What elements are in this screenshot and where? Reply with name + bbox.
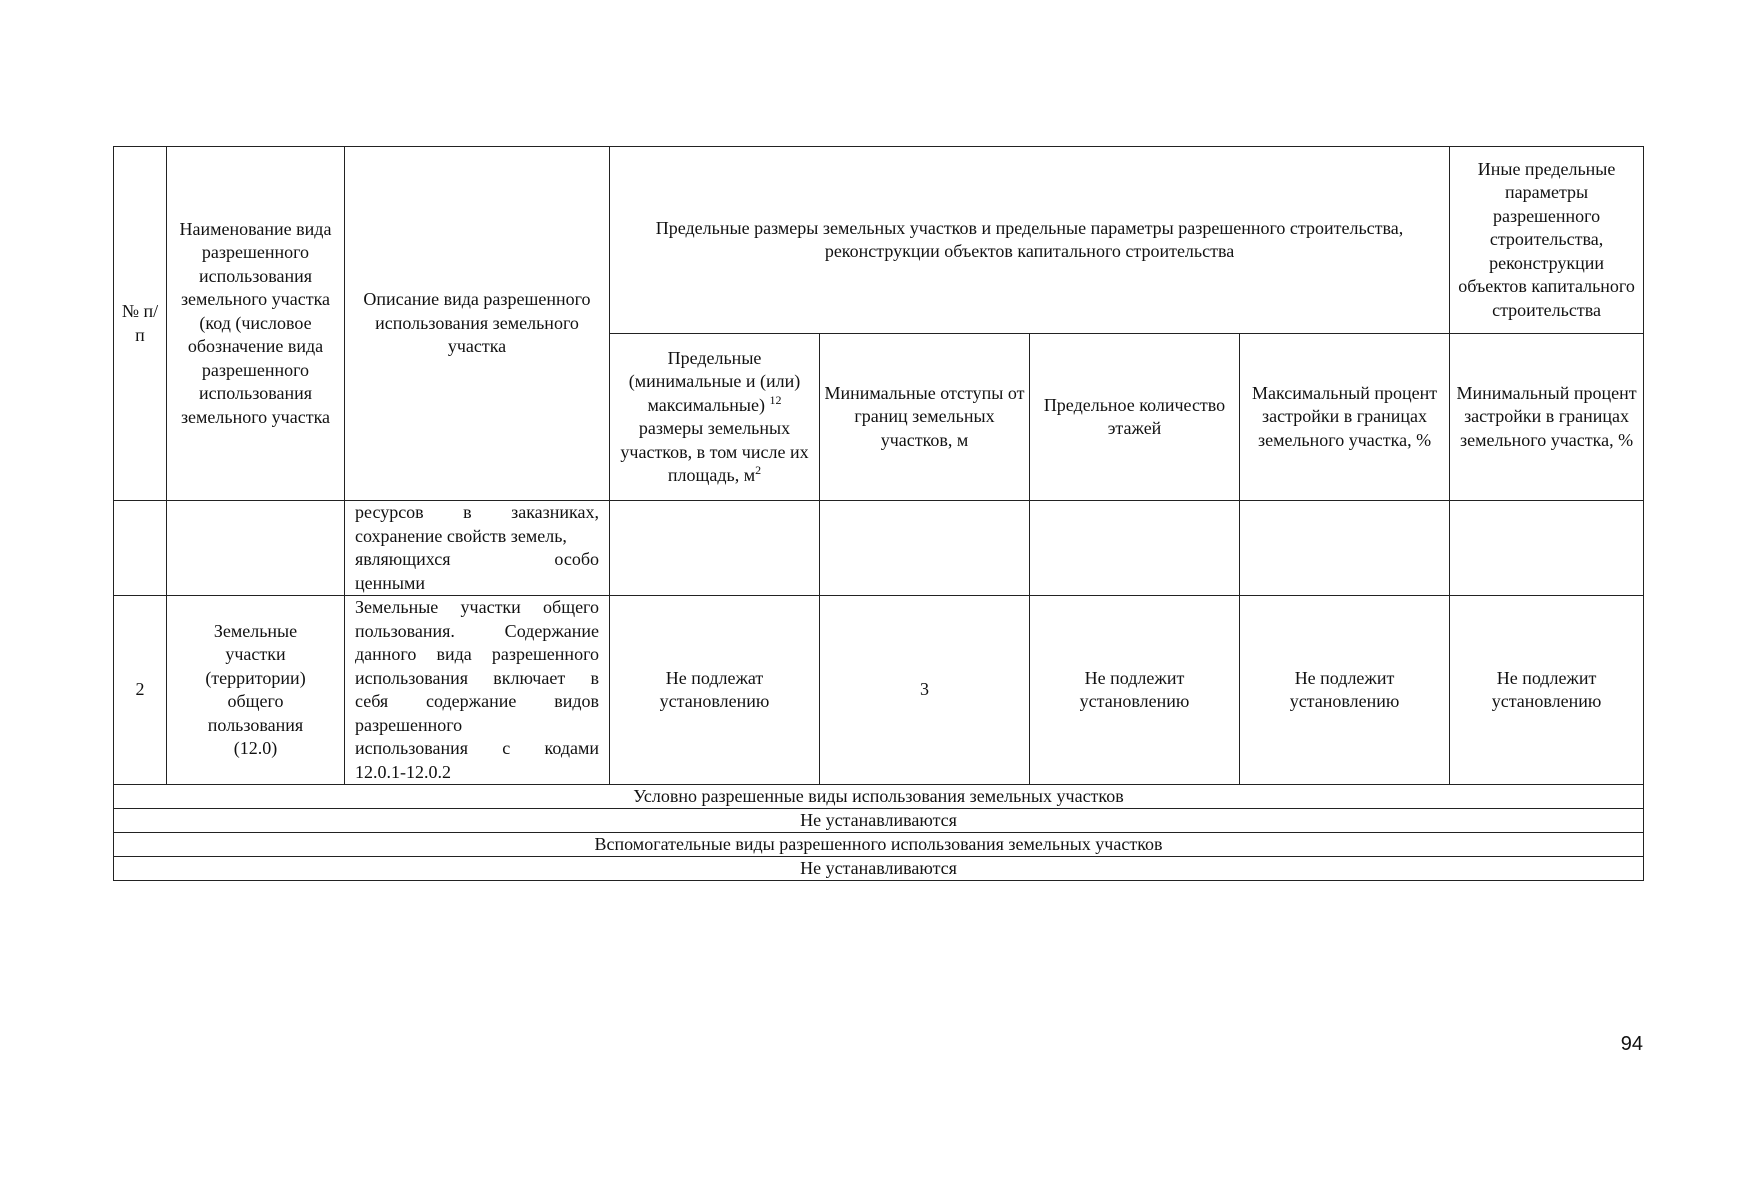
desc-line: сохранение свойств земель, [355,525,567,546]
header-num: № п/п [114,147,167,501]
header-name: Наименование вида разрешенного использования земельного участка (код (числовое обозначение вида разрешенного использования земельного участка [167,147,345,501]
header-limits-group: Предельные размеры земельных участков и предельные параметры разрешенного строительства, реконструкции объектов капитального строительства [610,147,1450,334]
header-other-group: Иные предельные параметры разрешенного строительства, реконструкции объектов капитального строительства [1450,147,1644,334]
row-setback-cell: 3 [820,596,1030,785]
desc-line: использования включает в [355,667,599,688]
row-name-cell: Земельные участки (территории) общего пользования (12.0) [167,596,345,785]
header-description: Описание вида разрешенного использования земельного участка [345,147,610,501]
table-row [114,596,1644,785]
desc-line: пользования. Содержание [355,620,599,641]
row-min-percent-cell [1450,501,1644,596]
desc-line: данного вида разрешенного [355,644,599,664]
band-row [114,809,1644,833]
header-sizes-b: размеры земельных участков, в том числе их площадь, м [620,418,809,485]
row-name-cell [167,501,345,596]
desc-line: Земельные участки общего [355,597,599,617]
row-setback-cell [820,501,1030,596]
row-floors-cell: Не подлежит установлению [1030,596,1240,785]
table-row [114,501,1644,596]
header-max-percent: Максимальный процент застройки в границах земельного участка, % [1240,334,1450,501]
desc-line: 12.0.1-12.0.2 [355,761,451,782]
conditional-uses-value: Не устанавливаются [114,809,1644,833]
auxiliary-uses-title: Вспомогательные виды разрешенного использования земельных участков [114,833,1644,857]
header-sizes-unit-sup: 2 [755,463,762,477]
desc-line: ценными [355,572,426,593]
row-description-cell [345,501,610,596]
header-row-1 [114,147,1644,334]
header-setback: Минимальные отступы от границ земельных участков, м [820,334,1030,501]
row-floors-cell [1030,501,1240,596]
header-min-percent: Минимальный процент застройки в границах земельного участка, % [1450,334,1644,501]
row-sizes-cell: Не подлежат установлению [610,596,820,785]
row-min-percent-cell: Не подлежит установлению [1450,596,1644,785]
row-description-cell [345,596,610,785]
header-sizes-a: Предельные (минимальные и (или) максимальные) [628,347,801,415]
page-number: 94 [1620,1033,1643,1055]
header-sizes-footnote: 12 [769,392,782,407]
conditional-uses-title: Условно разрешенные виды использования земельных участков [114,785,1644,809]
desc-line: являющихся особо [355,549,599,569]
desc-line: разрешенного [355,714,463,735]
land-use-regulations-table [113,146,1644,881]
header-sizes [610,334,820,501]
row-num-cell: 2 [114,596,167,785]
desc-line: ресурсов в заказниках, [355,502,599,522]
band-row [114,833,1644,857]
header-floors: Предельное количество этажей [1030,334,1240,501]
desc-line: использования с кодами [355,738,599,758]
row-sizes-cell [610,501,820,596]
band-row [114,785,1644,809]
auxiliary-uses-value: Не устанавливаются [114,857,1644,881]
band-row [114,857,1644,881]
row-num-cell [114,501,167,596]
row-max-percent-cell [1240,501,1450,596]
row-max-percent-cell: Не подлежит установлению [1240,596,1450,785]
desc-line: себя содержание видов [355,691,599,711]
